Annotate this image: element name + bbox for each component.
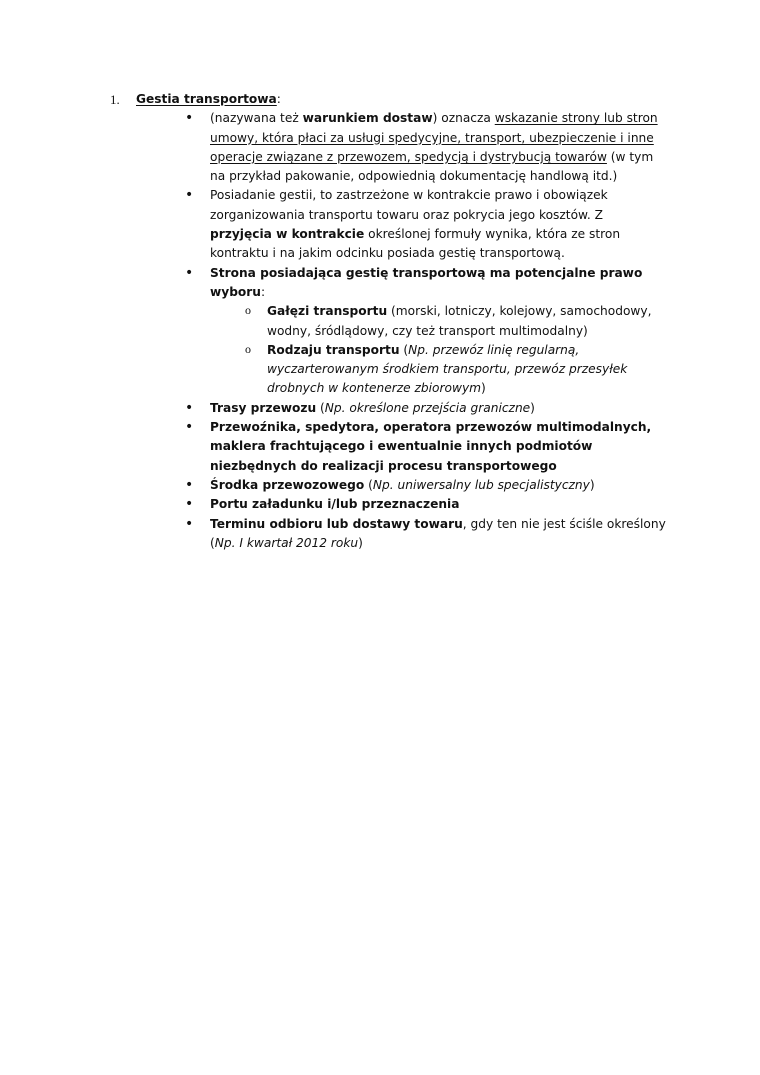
bold-term: Gałęzi transportu [267, 304, 388, 319]
text-run: ( [364, 477, 373, 492]
heading-colon: : [276, 92, 281, 106]
bold-term: Strona posiadająca gestię transportową ma potencjalne prawo wyboru [210, 265, 643, 299]
text-run: ) [589, 477, 595, 492]
text-run: ) [530, 400, 535, 415]
text-run: ( [399, 342, 409, 357]
italic-example: Np. przewóz linię regularną, wyczarterowanym środkiem transportu, przewóz przesyłek drobnych w kontenerze zbiorowym [267, 342, 628, 396]
bullet-item [136, 109, 668, 186]
bold-term: Przewoźnika, spedytora, operatora przewozów multimodalnych, maklera frachtującego i ewentualnie innych podmiotów niezbędnych do realizacji procesu transportowego [210, 420, 652, 473]
numbered-item [108, 90, 668, 553]
bullet-list [136, 109, 668, 553]
text-run: określonej formuły wynika, która ze stron kontraktu i na jakim odcinku posiada gestię transportową. [210, 227, 621, 261]
bullet-item [136, 495, 668, 514]
italic-example: Np. określone przejścia graniczne [324, 400, 531, 415]
bullet-item [136, 186, 668, 263]
bold-term: Trasy przewozu [210, 400, 317, 415]
text-run: Posiadanie gestii, to zastrzeżone w kontrakcie prawo i obowiązek zorganizowania transportu towaru oraz pokrycia jego kosztów. Z [210, 188, 608, 222]
text-run: ) [481, 381, 486, 396]
section-heading: Gestia transportowa [136, 92, 277, 106]
italic-example: Np. uniwersalny lub specjalistyczny [372, 477, 590, 492]
text-run: ) [358, 535, 363, 550]
bullet-item [136, 476, 668, 495]
bold-term: warunkiem dostaw [302, 111, 433, 126]
item-number: 1. [110, 92, 120, 107]
text-run: (nazywana też [210, 111, 303, 126]
bold-term: Terminu odbioru lub dostawy towaru [210, 516, 463, 531]
bullet-item [136, 515, 668, 554]
underlined-definition: wskazanie strony lub stron umowy, która płaci za usługi spedycyjne, transport, ubezpieczenie i inne operacje związane z przewozem, spedycją i dystrybucją towarów [210, 111, 658, 164]
sub-list [210, 302, 668, 398]
sub-list-item [210, 302, 668, 341]
document-content [108, 90, 668, 553]
bold-term: Portu załadunku i/lub przeznaczenia [210, 497, 460, 512]
sub-list-item [210, 341, 668, 399]
bold-term: Środka przewozowego [210, 477, 365, 492]
bold-term: przyjęcia w kontrakcie [210, 227, 365, 242]
italic-example: Np. I kwartał 2012 roku [214, 535, 359, 550]
bold-term: Rodzaju transportu [267, 342, 400, 357]
text-run: ) oznacza [432, 111, 495, 126]
text-run: : [261, 284, 266, 299]
text-run: ( [316, 400, 325, 415]
bullet-item [136, 264, 668, 399]
text-run: (w tym na przykład pakowanie, odpowiednią dokumentację handlową itd.) [210, 149, 654, 184]
bullet-item [136, 399, 668, 418]
text-run: (morski, lotniczy, kolejowy, samochodowy, wodny, śródlądowy, czy też transport multimodalny) [267, 304, 652, 338]
text-run: , gdy ten nie jest ściśle określony ( [210, 516, 666, 550]
bullet-item [136, 418, 668, 476]
